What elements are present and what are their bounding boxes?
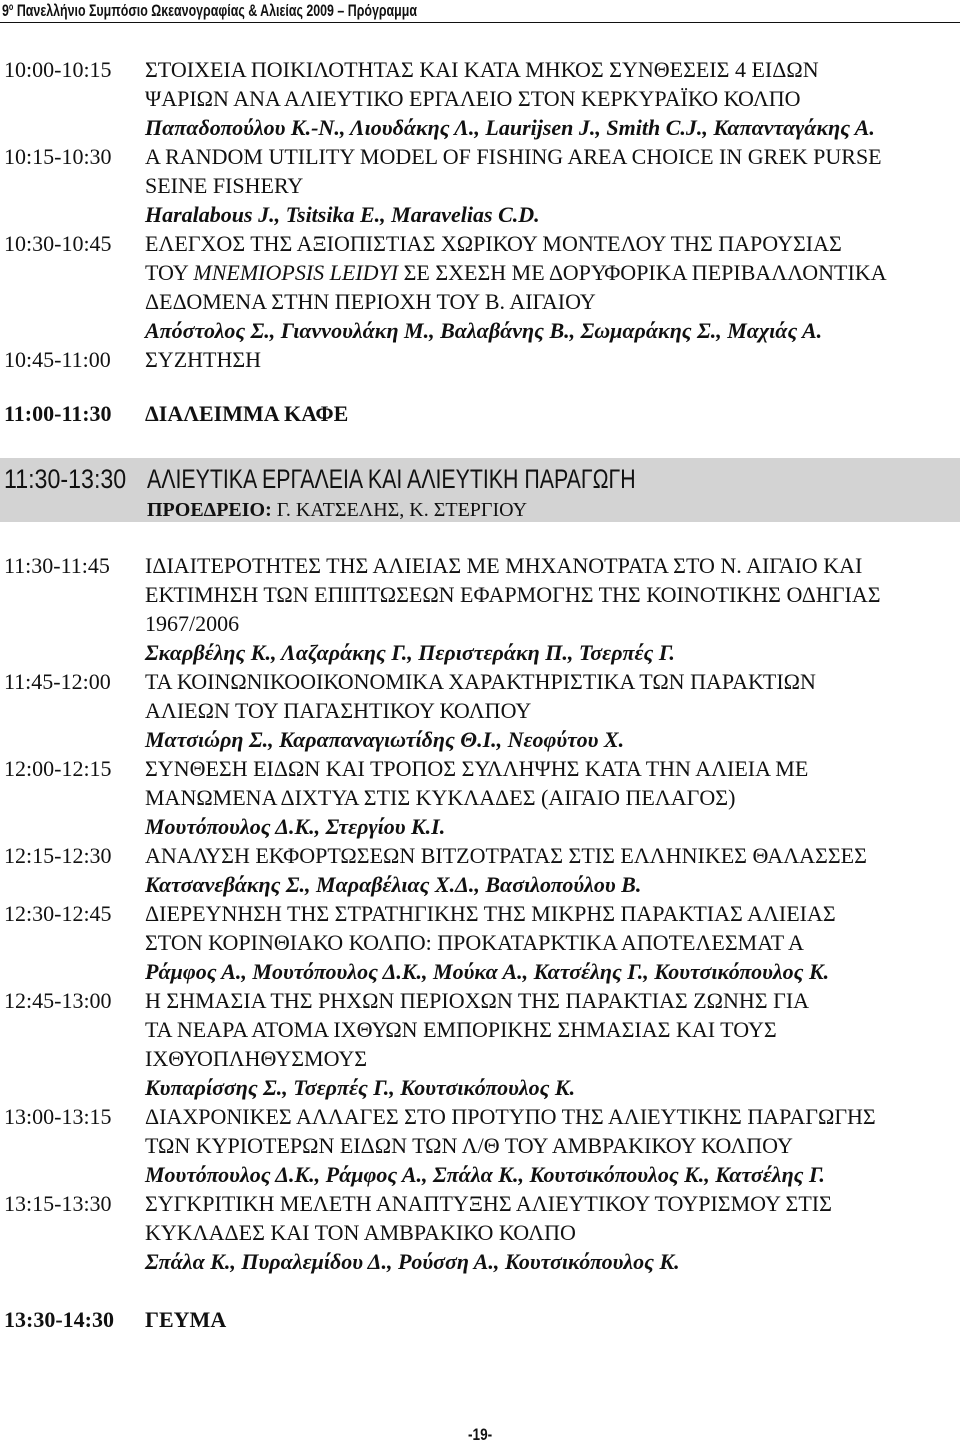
session-row <box>0 986 960 1102</box>
session-details <box>145 229 956 345</box>
section-title-cell <box>147 463 766 495</box>
session-title-line: ΔΙΕΡΕΥΝΗΣΗ ΤΗΣ ΣΤΡΑΤΗΓΙΚΗΣ ΤΗΣ ΜΙΚΡΗΣ ΠΑΡΑΚΤΙΑΣ ΑΛΙΕΙΑΣ <box>145 901 836 926</box>
coffee-break-time: 11:00-11:30 <box>4 401 112 426</box>
session-row <box>0 899 960 986</box>
session-title-line: ΙΧΘΥΟΠΛΗΘΥΣΜΟΥΣ <box>145 1046 368 1071</box>
chair-label: ΠΡΟΕΔΡΕΙΟ: <box>147 498 272 521</box>
session-details <box>145 551 956 667</box>
header-ordinal-suffix: ο <box>8 2 14 13</box>
session-row <box>0 1189 960 1276</box>
chair-names: Γ. ΚΑΤΣΕΛΗΣ, Κ. ΣΤΕΡΓΙΟΥ <box>276 498 528 521</box>
session-title-line: SEINE FISHERY <box>145 173 304 198</box>
session-details <box>145 55 956 142</box>
coffee-break-row <box>0 399 960 428</box>
session-title-line: Η ΣΗΜΑΣΙΑ ΤΗΣ ΡΗΧΩΝ ΠΕΡΙΟΧΩΝ ΤΗΣ ΠΑΡΑΚΤΙΑΣ ΖΩΝΗΣ ΓΙΑ <box>145 988 810 1013</box>
session-time: 10:15-10:30 <box>4 144 112 169</box>
session-title-line: ΣΤΟΙΧΕΙΑ ΠΟΙΚΙΛΟΤΗΤΑΣ ΚΑΙ ΚΑΤΑ ΜΗΚΟΣ ΣΥΝΘΕΣΕΙΣ 4 ΕΙΔΩΝ <box>145 57 819 82</box>
session-details <box>145 899 956 986</box>
session-time: 12:00-12:15 <box>4 756 112 781</box>
coffee-break-details <box>145 399 956 428</box>
session-title-line: ΑΛΙΕΩΝ ΤΟΥ ΠΑΓΑΣΗΤΙΚΟΥ ΚΟΛΠΟΥ <box>145 698 532 723</box>
session-row <box>0 142 960 229</box>
session-title-line: A RANDOM UTILITY MODEL OF FISHING AREA CHOICE IN GREK PURSE <box>145 144 882 169</box>
session-title-line: 1967/2006 <box>145 611 240 636</box>
session-authors: Παπαδοπούλου Κ.-Ν., Λιουδάκης Λ., Laurijsen J., Smith C.J., Καπανταγάκης Α. <box>145 115 875 140</box>
page-footer <box>0 1425 960 1445</box>
session-row <box>0 55 960 142</box>
session-title-line: ΚΥΚΛΑΔΕΣ ΚΑΙ ΤΟΝ ΑΜΒΡΑΚΙΚΟ ΚΟΛΠΟ <box>145 1220 576 1245</box>
session-title-line: ΤΑ ΚΟΙΝΩΝΙΚΟΟΙΚΟΝΟΜΙΚΑ ΧΑΡΑΚΤΗΡΙΣΤΙΚΑ ΤΩΝ ΠΑΡΑΚΤΙΩΝ <box>145 669 816 694</box>
session-title-line: ΣΥΓΚΡΙΤΙΚΗ ΜΕΛΕΤΗ ΑΝΑΠΤΥΞΗΣ ΑΛΙΕΥΤΙΚΟΥ ΤΟΥΡΙΣΜΟΥ ΣΤΙΣ <box>145 1191 832 1216</box>
session-title-line: ΔΙΑΧΡΟΝΙΚΕΣ ΑΛΛΑΓΕΣ ΣΤΟ ΠΡΟΤΥΠΟ ΤΗΣ ΑΛΙΕΥΤΙΚΗΣ ΠΑΡΑΓΩΓΗΣ <box>145 1104 876 1129</box>
section-title: ΑΛΙΕΥΤΙΚΑ ΕΡΓΑΛΕΙΑ ΚΑΙ ΑΛΙΕΥΤΙΚΗ ΠΑΡΑΓΩΓΗ <box>147 463 636 494</box>
session-authors: Κατσανεβάκης Σ., Μαραβέλιας Χ.Δ., Βασιλοπούλου Β. <box>145 872 642 897</box>
header-text <box>2 1 417 24</box>
lunch-time: 13:30-14:30 <box>4 1307 114 1332</box>
session-time: 12:15-12:30 <box>4 843 112 868</box>
page-header <box>0 0 960 23</box>
session-time: 12:45-13:00 <box>4 988 112 1013</box>
morning-sessions <box>0 55 960 374</box>
lunch-details <box>145 1305 956 1334</box>
session-authors: Σπάλα Κ., Πυραλεμίδου Δ., Ρούσση Α., Κουτσικόπουλος Κ. <box>145 1249 680 1274</box>
session-row <box>0 841 960 899</box>
session-authors: Ματσιώρη Σ., Καραπαναγιωτίδης Θ.Ι., Νεοφύτου Χ. <box>145 727 625 752</box>
session-title-line: ΣΤΟΝ ΚΟΡΙΝΘΙΑΚΟ ΚΟΛΠΟ: ΠΡΟΚΑΤΑΡΚΤΙΚΑ ΑΠΟΤΕΛΕΣΜΑΤ Α <box>145 930 804 955</box>
session-title-line: ΑΝΑΛΥΣΗ ΕΚΦΟΡΤΩΣΕΩΝ ΒΙΤΖΟΤΡΑΤΑΣ ΣΤΙΣ ΕΛΛΗΝΙΚΕΣ ΘΑΛΑΣΣΕΣ <box>145 843 867 868</box>
session-time: 13:00-13:15 <box>4 1104 112 1129</box>
section-chair-row <box>147 499 947 521</box>
header-title: Πανελλήνιο Συμπόσιο Ωκεανογραφίας & Αλιείας 2009 – Πρόγραμμα <box>16 1 418 20</box>
section-sessions <box>0 551 960 1276</box>
session-time: 11:30-11:45 <box>4 553 110 578</box>
session-title-line: ΤΩΝ ΚΥΡΙΟΤΕΡΩΝ ΕΙΔΩΝ ΤΩΝ Λ/Θ ΤΟΥ ΑΜΒΡΑΚΙΚΟΥ ΚΟΛΠΟΥ <box>145 1133 793 1158</box>
coffee-break-label: ΔΙΑΛΕΙΜΜΑ ΚΑΦΕ <box>145 401 349 426</box>
session-time: 12:30-12:45 <box>4 901 112 926</box>
session-title-line: ΣΥΝΘΕΣΗ ΕΙΔΩΝ ΚΑΙ ΤΡΟΠΟΣ ΣΥΛΛΗΨΗΣ ΚΑΤΑ ΤΗΝ ΑΛΙΕΙΑ ΜΕ <box>145 756 809 781</box>
session-title-line: ΤΑ ΝΕΑΡΑ ΑΤΟΜΑ ΙΧΘΥΩΝ ΕΜΠΟΡΙΚΗΣ ΣΗΜΑΣΙΑΣ ΚΑΙ ΤΟΥΣ <box>145 1017 777 1042</box>
session-title-line: ΔΕΔΟΜΕΝΑ ΣΤΗΝ ΠΕΡΙΟΧΗ ΤΟΥ Β. ΑΙΓΑΙΟΥ <box>145 289 596 314</box>
session-title-line: ΜΑΝΩΜΕΝΑ ΔΙΧΤΥΑ ΣΤΙΣ ΚΥΚΛΑΔΕΣ (ΑΙΓΑΙΟ ΠΕΛΑΓΟΣ) <box>145 785 736 810</box>
session-row <box>0 1102 960 1189</box>
session-authors: Ράμφος Α., Μουτόπουλος Δ.Κ., Μούκα Α., Κατσέλης Γ., Κουτσικόπουλος Κ. <box>145 959 830 984</box>
session-authors: Σκαρβέλης Κ., Λαζαράκης Γ., Περιστεράκη Π., Τσερπές Γ. <box>145 640 675 665</box>
title-text-before-species: ΤΟΥ <box>145 260 188 285</box>
session-time: 11:45-12:00 <box>4 669 111 694</box>
header-ordinal: 9 <box>2 1 9 20</box>
lunch-row <box>0 1305 960 1334</box>
session-details <box>145 345 956 374</box>
section-time-cell <box>4 463 147 495</box>
session-time: 13:15-13:30 <box>4 1191 112 1216</box>
session-time: 10:45-11:00 <box>4 347 111 372</box>
section-time: 11:30-13:30 <box>4 463 127 494</box>
section-heading <box>0 463 960 495</box>
lunch-label: ΓΕΥΜΑ <box>145 1307 227 1332</box>
session-row <box>0 754 960 841</box>
session-time: 10:30-10:45 <box>4 231 112 256</box>
session-details <box>145 1102 956 1189</box>
session-title-line: ΕΛΕΓΧΟΣ ΤΗΣ ΑΞΙΟΠΙΣΤΙΑΣ ΧΩΡΙΚΟΥ ΜΟΝΤΕΛΟΥ ΤΗΣ ΠΑΡΟΥΣΙΑΣ <box>145 231 842 256</box>
session-details <box>145 841 956 899</box>
session-row <box>0 229 960 345</box>
session-title-line: ΕΚΤΙΜΗΣΗ ΤΩΝ ΕΠΙΠΤΩΣΕΩΝ ΕΦΑΡΜΟΓΗΣ ΤΗΣ ΚΟΙΝΟΤΙΚΗΣ ΟΔΗΓΙΑΣ <box>145 582 881 607</box>
session-authors: Κυπαρίσσης Σ., Τσερπές Γ., Κουτσικόπουλος Κ. <box>145 1075 576 1100</box>
session-authors: Μουτόπουλος Δ.Κ., Στεργίου Κ.Ι. <box>145 814 446 839</box>
page-number: -19- <box>467 1425 493 1444</box>
session-details <box>145 986 956 1102</box>
session-authors: Μουτόπουλος Δ.Κ., Ράμφος Α., Σπάλα Κ., Κουτσικόπουλος Κ., Κατσέλης Γ. <box>145 1162 825 1187</box>
session-authors: Haralabous J., Tsitsika E., Maravelias C.D. <box>145 202 540 227</box>
species-name: MNEMIOPSIS LEIDYI <box>193 260 399 285</box>
session-details <box>145 754 956 841</box>
session-row <box>0 667 960 754</box>
title-text-after-species: ΣΕ ΣΧΕΣΗ ΜΕ ΔΟΡΥΦΟΡΙΚΑ ΠΕΡΙΒΑΛΛΟΝΤΙΚΑ <box>403 260 887 285</box>
session-row <box>0 551 960 667</box>
section-band <box>0 458 960 522</box>
session-authors: Απόστολος Σ., Γιαννουλάκη Μ., Βαλαβάνης Β., Σωμαράκης Σ., Μαχιάς Α. <box>145 318 823 343</box>
session-details <box>145 667 956 754</box>
session-title-line <box>145 258 956 287</box>
session-row <box>0 345 960 374</box>
session-title-line: ΙΔΙΑΙΤΕΡΟΤΗΤΕΣ ΤΗΣ ΑΛΙΕΙΑΣ ΜΕ ΜΗΧΑΝΟΤΡΑΤΑ ΣΤΟ Ν. ΑΙΓΑΙΟ ΚΑΙ <box>145 553 863 578</box>
session-time: 10:00-10:15 <box>4 57 112 82</box>
session-title-line: ΣΥΖΗΤΗΣΗ <box>145 347 262 372</box>
session-title-line: ΨΑΡΙΩΝ ΑΝΑ ΑΛΙΕΥΤΙΚΟ ΕΡΓΑΛΕΙΟ ΣΤΟΝ ΚΕΡΚΥΡΑΪΚΟ ΚΟΛΠΟ <box>145 86 801 111</box>
session-details <box>145 1189 956 1276</box>
session-details <box>145 142 956 229</box>
